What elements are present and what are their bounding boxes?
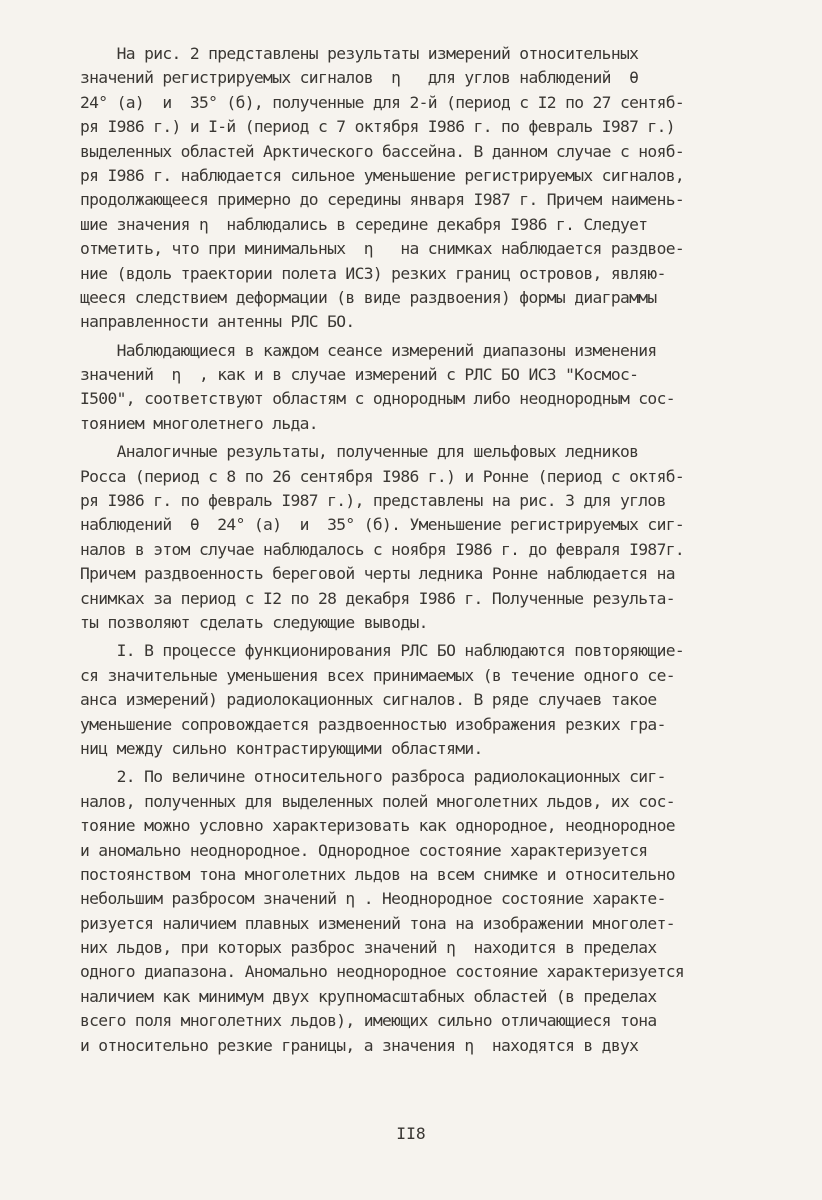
text-line: наличием как минимум двух крупномасштабных областей (в пределах bbox=[80, 986, 657, 1006]
page-number: II8 bbox=[396, 1124, 426, 1143]
text-line: ся значительные уменьшения всех принимаемых (в течение одного се- bbox=[80, 665, 675, 685]
text-line: I. В процессе функционирования РЛС БО наблюдаются повторяющие- bbox=[80, 641, 685, 661]
text-line: Аналогичные результаты, полученные для шельфовых ледников bbox=[80, 442, 639, 462]
text-line: одного диапазона. Аномально неоднородное состояние характеризуется bbox=[80, 962, 685, 982]
body-text bbox=[80, 42, 805, 1058]
text-line: 24° (а) и 35° (б), полученные для 2-й (период с I2 по 27 сентяб- bbox=[80, 92, 685, 112]
text-line: ря I986 г.) и I-й (период с 7 октября I986 г. по февраль I987 г.) bbox=[80, 117, 675, 137]
text-line: отметить, что при минимальных η на снимках наблюдается раздвое- bbox=[80, 239, 685, 259]
text-line: ты позволяют сделать следующие выводы. bbox=[80, 612, 428, 632]
text-line: налов в этом случае наблюдалось с ноября I986 г. до февраля I987г. bbox=[80, 539, 685, 559]
text-line: тояние можно условно характеризовать как однородное, неоднородное bbox=[80, 816, 675, 836]
text-line: ризуется наличием плавных изменений тона на изображении многолет- bbox=[80, 913, 675, 933]
text-line: выделенных областей Арктического бассейна. В данном случае с нояб- bbox=[80, 141, 685, 161]
text-line: небольшим разбросом значений η . Неоднородное состояние характе- bbox=[80, 889, 666, 909]
text-line: ниц между сильно контрастирующими областями. bbox=[80, 738, 483, 758]
text-line: Росса (период с 8 по 26 сентября I986 г.) и Ронне (период с октяб- bbox=[80, 466, 685, 486]
text-line: щееся следствием деформации (в виде раздвоения) формы диаграммы bbox=[80, 287, 657, 307]
text-line: Наблюдающиеся в каждом сеансе измерений диапазоны изменения bbox=[80, 340, 657, 360]
text-line: 2. По величине относительного разброса радиолокационных сиг- bbox=[80, 767, 666, 787]
text-line: направленности антенны РЛС БО. bbox=[80, 312, 355, 332]
text-line: снимках за период с I2 по 28 декабря I986 г. Полученные результа- bbox=[80, 588, 675, 608]
text-line: Причем раздвоенность береговой черты ледника Ронне наблюдается на bbox=[80, 564, 675, 584]
text-line: ря I986 г. наблюдается сильное уменьшение регистрируемых сигналов, bbox=[80, 165, 685, 185]
text-line: На рис. 2 представлены результаты измерений относительных bbox=[80, 44, 639, 63]
text-line: всего поля многолетних льдов), имеющих сильно отличающиеся тона bbox=[80, 1011, 657, 1031]
text-line: анса измерений) радиолокационных сигналов. В ряде случаев такое bbox=[80, 690, 657, 710]
text-line: налов, полученных для выделенных полей многолетних льдов, их сос- bbox=[80, 791, 675, 811]
text-line: шие значения η наблюдались в середине декабря I986 г. Следует bbox=[80, 214, 648, 234]
text-line: значений регистрируемых сигналов η для углов наблюдений θ bbox=[80, 68, 639, 88]
text-line: тоянием многолетнего льда. bbox=[80, 413, 318, 433]
text-line: и относительно резкие границы, а значения η находятся в двух bbox=[80, 1035, 639, 1055]
text-line: значений η , как и в случае измерений с РЛС БО ИСЗ "Космос- bbox=[80, 365, 639, 385]
text-line: ние (вдоль траектории полета ИСЗ) резких границ островов, являю- bbox=[80, 263, 666, 283]
text-line: и аномально неоднородное. Однородное состояние характеризуется bbox=[80, 840, 648, 860]
text-line: ря I986 г. по февраль I987 г.), представлены на рис. 3 для углов bbox=[80, 491, 666, 511]
text-line: продолжающееся примерно до середины января I987 г. Причем наимень- bbox=[80, 190, 685, 210]
text-line: наблюдений θ 24° (а) и 35° (б). Уменьшение регистрируемых сиг- bbox=[80, 515, 685, 535]
text-line: постоянством тона многолетних льдов на всем снимке и относительно bbox=[80, 864, 675, 884]
text-line: уменьшение сопровождается раздвоенностью изображения резких гра- bbox=[80, 714, 666, 734]
text-line: I500", соответствуют областям с однородным либо неоднородным сос- bbox=[80, 389, 675, 409]
text-line: них льдов, при которых разброс значений η находится в пределах bbox=[80, 938, 657, 958]
